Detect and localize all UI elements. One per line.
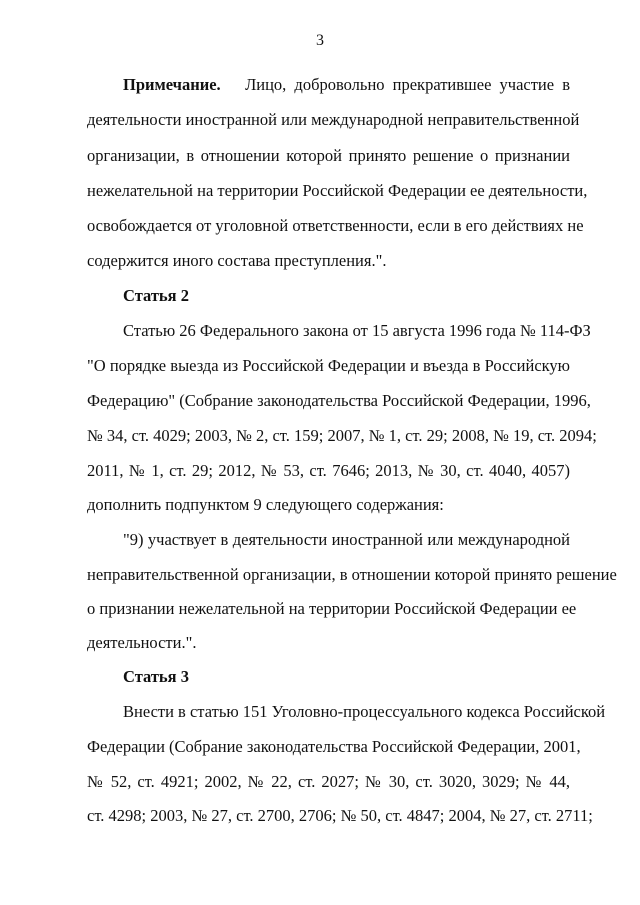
note-line bbox=[123, 75, 570, 95]
page-number: 3 bbox=[316, 32, 324, 49]
text-line: ст. 4298; 2003, № 27, ст. 2700, 2706; № 50, ст. 4847; 2004, № 27, ст. 2711; bbox=[87, 806, 593, 825]
text-line: "О порядке выезда из Российской Федерации и въезда в Российскую bbox=[87, 356, 570, 375]
text-line: дополнить подпунктом 9 следующего содержания: bbox=[87, 495, 444, 514]
note-line: организации, в отношении которой принято решение о признании bbox=[87, 146, 570, 165]
note-line: деятельности иностранной или международной неправительственной bbox=[87, 110, 580, 129]
note-line-text: Лицо, добровольно прекратившее участие в bbox=[245, 75, 571, 94]
article-heading: Статья 3 bbox=[123, 667, 189, 686]
text-line: Федерацию" (Собрание законодательства Российской Федерации, 1996, bbox=[87, 391, 591, 410]
text-line: о признании нежелательной на территории Российской Федерации ее bbox=[87, 599, 577, 618]
text-line: Статью 26 Федерального закона от 15 августа 1996 года № 114-ФЗ bbox=[123, 321, 591, 340]
article-heading: Статья 2 bbox=[123, 286, 189, 305]
text-line: № 52, ст. 4921; 2002, № 22, ст. 2027; № 30, ст. 3020, 3029; № 44, bbox=[87, 772, 570, 791]
note-line: освобождается от уголовной ответственности, если в его действиях не bbox=[87, 216, 584, 235]
note-line: содержится иного состава преступления.". bbox=[87, 251, 387, 270]
note-line: нежелательной на территории Российской Федерации ее деятельности, bbox=[87, 181, 588, 200]
text-line: "9) участвует в деятельности иностранной или международной bbox=[123, 530, 570, 549]
text-line: 2011, № 1, ст. 29; 2012, № 53, ст. 7646; 2013, № 30, ст. 4040, 4057) bbox=[87, 461, 570, 480]
note-label: Примечание. bbox=[123, 75, 221, 94]
text-line: № 34, ст. 4029; 2003, № 2, ст. 159; 2007, № 1, ст. 29; 2008, № 19, ст. 2094; bbox=[87, 426, 597, 445]
text-line: неправительственной организации, в отношении которой принято решение bbox=[87, 565, 617, 584]
text-line: деятельности.". bbox=[87, 633, 197, 652]
text-line: Федерации (Собрание законодательства Российской Федерации, 2001, bbox=[87, 737, 581, 756]
text-line: Внести в статью 151 Уголовно-процессуального кодекса Российской bbox=[123, 702, 606, 721]
